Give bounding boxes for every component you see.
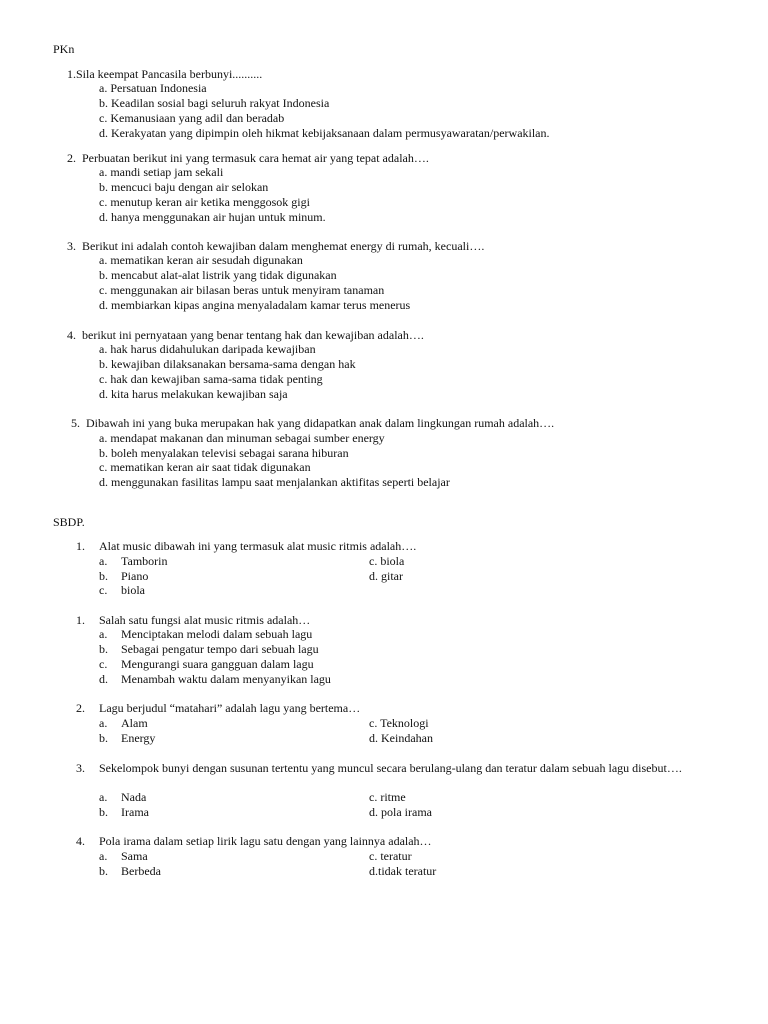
option-letter: b.: [99, 731, 108, 745]
question-text: Lagu berjudul “matahari” adalah lagu yang bertema…: [99, 701, 361, 715]
option: d. pola irama: [369, 805, 432, 819]
option: Menambah waktu dalam menyanyikan lagu: [121, 672, 331, 686]
option: c. teratur: [369, 849, 412, 863]
option: c. mematikan keran air saat tidak digunakan: [99, 460, 311, 474]
question-number: 3.: [76, 761, 85, 775]
question-number: 2.: [67, 151, 76, 165]
option: Mengurangi suara gangguan dalam lagu: [121, 657, 314, 671]
option: c. menggunakan air bilasan beras untuk menyiram tanaman: [99, 283, 385, 297]
option-letter: d.: [99, 672, 108, 686]
option: a. mematikan keran air sesudah digunakan: [99, 253, 303, 267]
option-letter: a.: [99, 554, 108, 568]
question-text: Sila keempat Pancasila berbunyi..........: [76, 67, 263, 81]
option: a. hak harus didahulukan daripada kewajiban: [99, 342, 316, 356]
question-number: 3.: [67, 239, 76, 253]
option: b. mencabut alat-alat listrik yang tidak digunakan: [99, 268, 337, 282]
option: b. kewajiban dilaksanakan bersama-sama dengan hak: [99, 357, 356, 371]
option: b. Keadilan sosial bagi seluruh rakyat Indonesia: [99, 96, 330, 110]
question-number: 1.: [67, 67, 76, 81]
section-heading-sbdp: SBDP.: [53, 515, 85, 529]
question-number: 5.: [71, 416, 80, 430]
option: Irama: [121, 805, 149, 819]
option: d.tidak teratur: [369, 864, 437, 878]
option: d. hanya menggunakan air hujan untuk minum.: [99, 210, 326, 224]
option: c. hak dan kewajiban sama-sama tidak penting: [99, 372, 323, 386]
option: a. mendapat makanan dan minuman sebagai sumber energy: [99, 431, 385, 445]
option: biola: [121, 583, 145, 597]
question-text: Sekelompok bunyi dengan susunan tertentu yang muncul secara berulang-ulang dan teratur dalam sebuah lagu disebut….: [99, 761, 682, 775]
option-letter: c.: [99, 583, 108, 597]
option-letter: b.: [99, 642, 108, 656]
option: c. biola: [369, 554, 405, 568]
option: b. mencuci baju dengan air selokan: [99, 180, 269, 194]
option: d. membiarkan kipas angina menyaladalam kamar terus menerus: [99, 298, 411, 312]
option-letter: c.: [99, 657, 108, 671]
question-number: 4.: [67, 328, 76, 342]
option-letter: a.: [99, 790, 108, 804]
option: c. menutup keran air ketika menggosok gigi: [99, 195, 310, 209]
question-text: Dibawah ini yang buka merupakan hak yang didapatkan anak dalam lingkungan rumah adalah….: [86, 416, 555, 430]
option: d. menggunakan fasilitas lampu saat menjalankan aktifitas seperti belajar: [99, 475, 450, 489]
option: b. boleh menyalakan televisi sebagai sarana hiburan: [99, 446, 349, 460]
option: Berbeda: [121, 864, 161, 878]
question-text: Pola irama dalam setiap lirik lagu satu dengan yang lainnya adalah…: [99, 834, 432, 848]
question-number: 4.: [76, 834, 85, 848]
option: Tamborin: [121, 554, 168, 568]
option-letter: a.: [99, 716, 108, 730]
option: d. kita harus melakukan kewajiban saja: [99, 387, 288, 401]
option: Energy: [121, 731, 156, 745]
option: c. Kemanusiaan yang adil dan beradab: [99, 111, 285, 125]
question-2: [67, 151, 429, 166]
option: c. Teknologi: [369, 716, 429, 730]
option: Sama: [121, 849, 148, 863]
question-number: 1.: [76, 613, 85, 627]
option: c. ritme: [369, 790, 406, 804]
option-letter: b.: [99, 569, 108, 583]
option: Piano: [121, 569, 149, 583]
question-text: Salah satu fungsi alat music ritmis adalah…: [99, 613, 311, 627]
question-text: Perbuatan berikut ini yang termasuk cara hemat air yang tepat adalah….: [82, 151, 429, 165]
question-text: berikut ini pernyataan yang benar tentang hak dan kewajiban adalah….: [82, 328, 424, 342]
option: d. gitar: [369, 569, 403, 583]
option-letter: a.: [99, 849, 108, 863]
section-heading-pkn: PKn: [53, 42, 75, 56]
question-number: 2.: [76, 701, 85, 715]
option: Nada: [121, 790, 147, 804]
question-text: Alat music dibawah ini yang termasuk alat music ritmis adalah….: [99, 539, 417, 553]
option-letter: a.: [99, 627, 108, 641]
question-1: [67, 67, 262, 82]
question-text: Berikut ini adalah contoh kewajiban dalam menghemat energy di rumah, kecuali….: [82, 239, 485, 253]
question-3: [67, 239, 484, 254]
question-5: [71, 416, 554, 431]
option: Alam: [121, 716, 148, 730]
question-4: [67, 328, 424, 343]
option-letter: b.: [99, 805, 108, 819]
option: Menciptakan melodi dalam sebuah lagu: [121, 627, 313, 641]
option: d. Keindahan: [369, 731, 433, 745]
option: a. Persatuan Indonesia: [99, 81, 207, 95]
option-letter: b.: [99, 864, 108, 878]
question-number: 1.: [76, 539, 85, 553]
option: Sebagai pengatur tempo dari sebuah lagu: [121, 642, 319, 656]
option: a. mandi setiap jam sekali: [99, 165, 224, 179]
option: d. Kerakyatan yang dipimpin oleh hikmat kebijaksanaan dalam permusyawaratan/perwakilan.: [99, 126, 550, 140]
